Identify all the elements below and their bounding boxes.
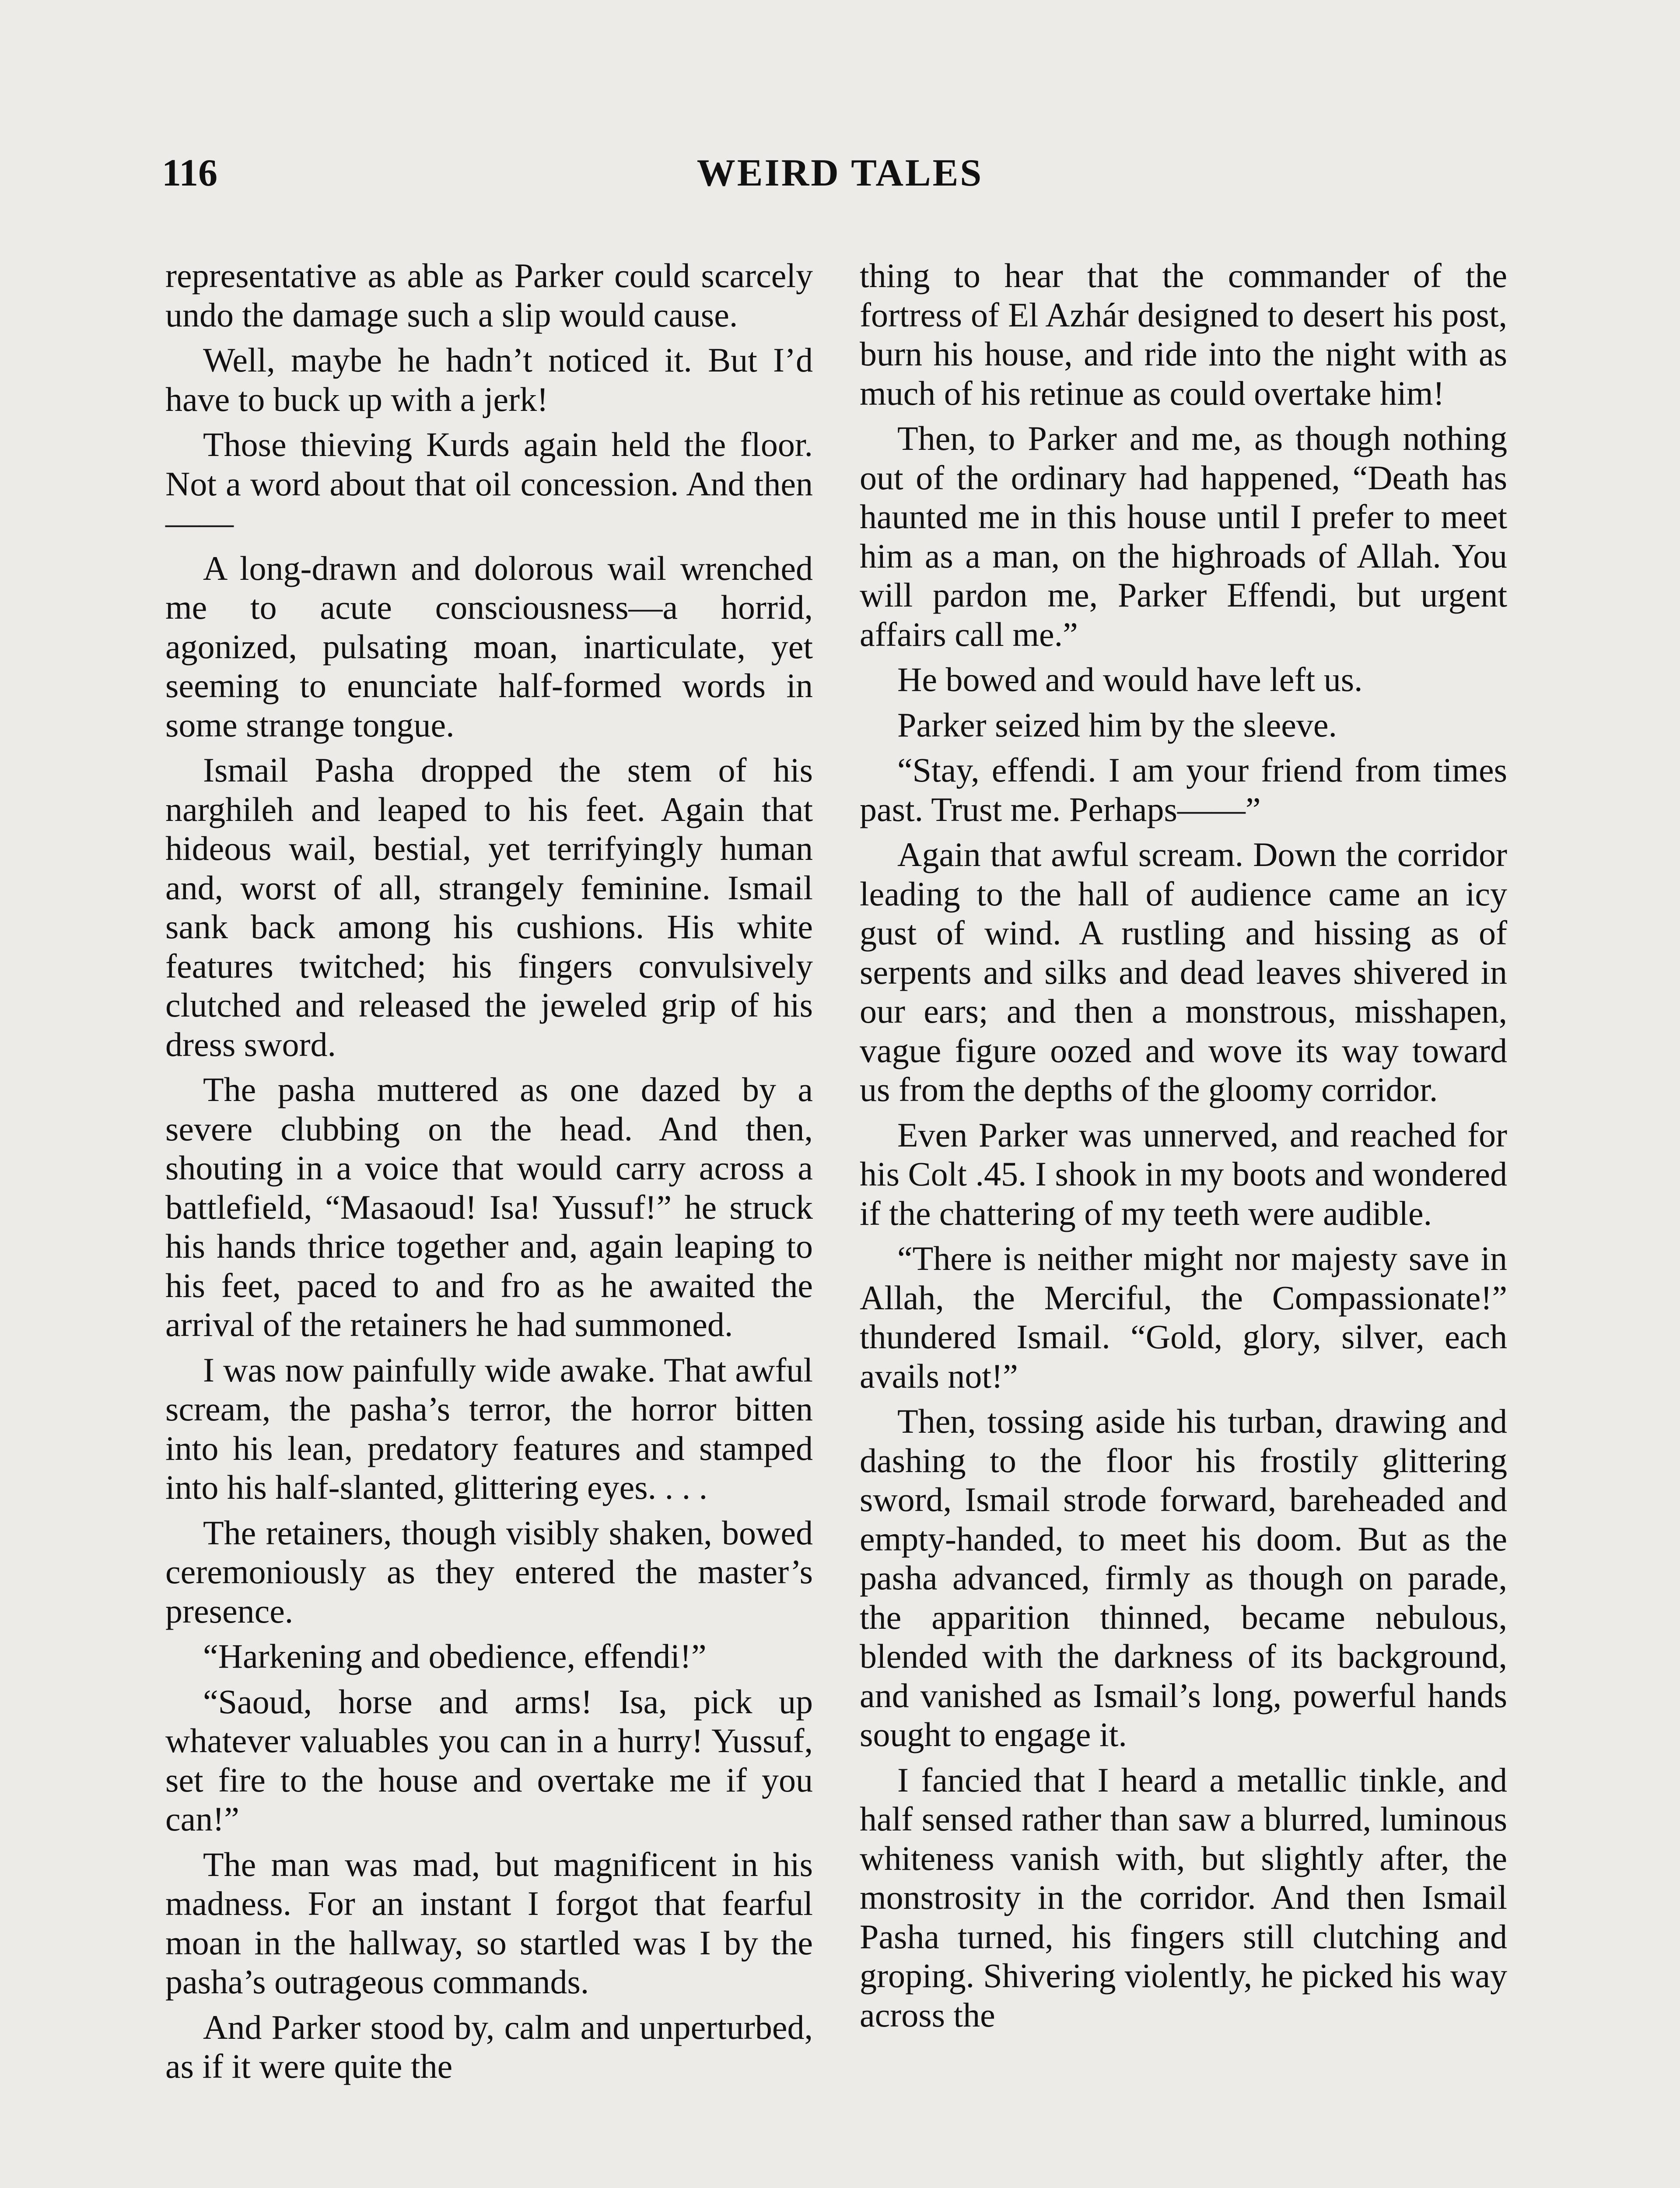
paragraph: He bowed and would have left us. [897,660,1363,698]
paragraph: “Stay, effendi. I am your friend from times past. Trust me. Perhaps——” [860,751,1507,828]
paragraph: Well, maybe he hadn’t noticed it. But I’d have to buck up with a jerk! [165,341,813,418]
right-column [860,256,1507,2041]
paragraph: Even Parker was unnerved, and reached for his Colt .45. I shook in my boots and wondered if the chattering of my teeth were audible. [860,1115,1507,1232]
paragraph: I was now painfully wide awake. That awful scream, the pasha’s terror, the horror bitten into his lean, predatory features and stamped into his half-slanted, glittering eyes. . . . [165,1350,813,1506]
paragraph: representative as able as Parker could scarcely undo the damage such a slip would cause. [165,256,813,334]
left-column [165,256,813,2092]
running-title: WEIRD TALES [696,152,984,194]
paragraph: The pasha muttered as one dazed by a severe clubbing on the head. And then, shouting in a voice that would carry across a battlefield, “Masaoud! Isa! Yussuf!” he struck his hands thrice together and, again leaping to his feet, paced to and fro as he awaited the arrival of the retainers he had summoned. [165,1070,813,1343]
paragraph: Again that awful scream. Down the corridor leading to the hall of audience came an icy gust of wind. A rustling and hissing as of serpents and silks and dead leaves shivered in our ears; and then a monstrous, misshapen, vague figure oozed and wove its way toward us from the depths of the gloomy corridor. [860,835,1507,1108]
paragraph: A long-drawn and dolorous wail wrenched me to acute consciousness—a horrid, agonized, pulsating moan, inarticulate, yet seeming to enunciate half-formed words in some strange tongue. [165,549,813,744]
paragraph: The retainers, though visibly shaken, bowed ceremoniously as they entered the master’s presence. [165,1513,813,1630]
paragraph: And Parker stood by, calm and unperturbed, as if it were quite the [165,2008,813,2085]
paragraph: thing to hear that the commander of the fortress of El Azhár designed to desert his post, burn his house, and ride into the night with as much of his retinue as could overtake him! [860,256,1507,412]
paragraph: Parker seized him by the sleeve. [897,705,1337,744]
paragraph: Those thieving Kurds again held the floor. Not a word about that oil concession. And then—— [165,425,813,542]
page-number: 116 [162,152,218,194]
paragraph: “Harkening and obedience, effendi!” [203,1637,707,1675]
paragraph: “There is neither might nor majesty save in Allah, the Merciful, the Compassionate!” thundered Ismail. “Gold, glory, silver, each avails not!” [860,1239,1507,1395]
paragraph: Then, tossing aside his turban, drawing and dashing to the floor his frostily glittering sword, Ismail strode forward, bareheaded and empty-handed, to meet his doom. But as the pasha advanced, firmly as though on parade, the apparition thinned, became nebulous, blended with the darkness of its background, and vanished as Ismail’s long, powerful hands sought to engage it. [860,1402,1507,1753]
paragraph: The man was mad, but magnificent in his madness. For an instant I forgot that fearful moan in the hallway, so startled was I by the pasha’s outrageous commands. [165,1845,813,2001]
page-header [162,151,1518,203]
paragraph: Ismail Pasha dropped the stem of his narghileh and leaped to his feet. Again that hideous wail, bestial, yet terrifyingly human and, worst of all, strangely feminine. Ismail sank back among his cushions. His white features twitched; his fingers convulsively clutched and released the jeweled grip of his dress sword. [165,751,813,1063]
paragraph: I fancied that I heard a metallic tinkle, and half sensed rather than saw a blurred, luminous whiteness vanish with, but slightly after, the monstrosity in the corridor. And then Ismail Pasha turned, his fingers still clutching and groping. Shivering violently, he picked his way across the [860,1760,1507,2034]
paragraph: “Saoud, horse and arms! Isa, pick up whatever valuables you can in a hurry! Yussuf, set fire to the house and overtake me if you can!” [165,1682,813,1838]
paragraph: Then, to Parker and me, as though nothing out of the ordinary had happened, “Death has haunted me in this house until I prefer to meet him as a man, on the highroads of Allah. You will pardon me, Parker Effendi, but urgent affairs call me.” [860,419,1507,653]
